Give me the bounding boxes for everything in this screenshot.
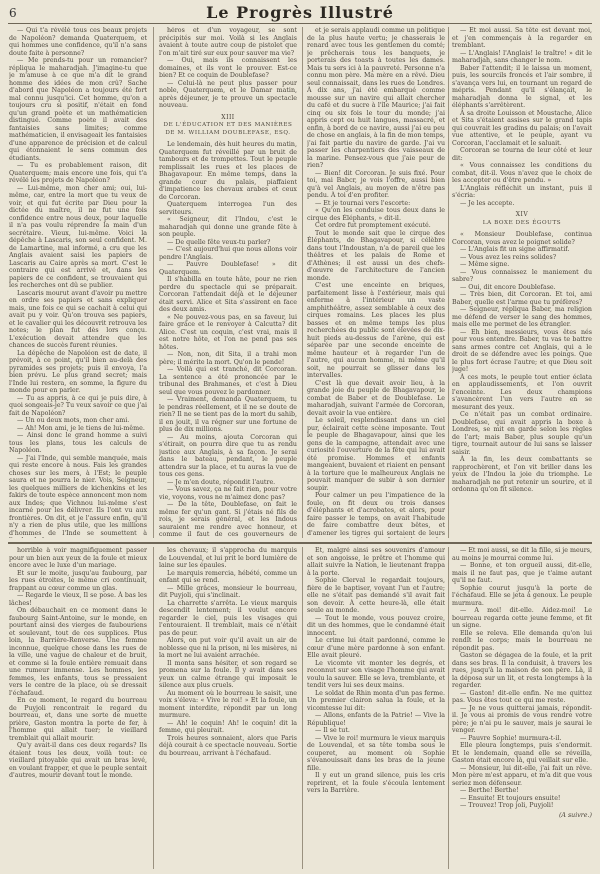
paragraph: — Très bien, dit Corcoran. Et toi, ami Baber, quelle est l'arme que tu préfères? bbox=[452, 291, 592, 306]
paragraph: C'est là que devait avoir lieu, à la grande joie du peuple de Bhagavapour, le combat de Baber et de Doublefase. Le maharadjah, suivant l'armée de Corcoran, devait avoir la vue entière. bbox=[307, 379, 445, 417]
paragraph: — Eh bien, messieurs, vous êtes nés pour vous entendre. Baber, tu vas te battre sans armes contre cet Anglais, qui a le droit de se défendre avec les poings. Que le plus fort écrase l'autre; et que Dieu soit juge! bbox=[452, 328, 592, 373]
paragraph: À la fin, les deux combattants se rapprochèrent, et l'on vit briller dans les yeux de l'Indou la joie du triomphe. Le maharadjah ne put retenir un sourire, et il ordonna qu'on fit silence. bbox=[452, 456, 592, 493]
paragraph: Au moment où le bourreau le saisit, une voix s'éleva: « Vive le roi! » Et la foule, un moment interdite, répondit par un long murmure. bbox=[159, 689, 297, 719]
column-divider bbox=[302, 27, 303, 538]
paragraph: — Ah! Mon ami, je le tiens de lui-même. bbox=[17, 424, 145, 432]
paragraph: Ce n'était pas un combat ordinaire. Doublefase, qui avait appris la boxe à Londres, se mit en garde selon les règles de l'art; mais Baber, plus souple qu'un tigre, tournait autour de lui sans se laisser saisir. bbox=[452, 411, 592, 456]
paragraph: — Et moi aussi, se dit la fille, si je meurs, au moins je mourrai comme lui. bbox=[452, 547, 592, 562]
paragraph: Sophie courut jusqu'à la porte de l'échafaud. Elle se jeta à genoux. Le peuple murmura. bbox=[452, 584, 592, 607]
paragraph: — Ah! le coquin! Ah! le coquin! dit la femme, qui pleurait. bbox=[159, 719, 297, 734]
paragraph: — Et je tournai vers l'escorte: bbox=[315, 199, 411, 207]
paragraph: Tout le monde sait que le cirque des Éléphants, de Bhagavapour, si célèbre dans tout l'Indoustan, n'a de pareil que les théâtres et les palais de Rome et d'Athènes; il est aussi un des chefs-d'œuvre de l'architecture de l'ancien monde. bbox=[307, 229, 445, 282]
paragraph: — Lui-même, mon cher ami; oui, lui-même, car, entre la mort que tu veux de voir, et qui fut écrite par Dieu pour la dictée du maître, il ne fut une fois confidence entre nous deux, pour laquelle il n'a pas voulu réprendre la main d'un secrétaire. Vieux, lui-même. Voici la dépêche à Lascaris, son seul confident. M. de Lamartine, mal informé, a cru que les Anglais avaient saisi les papiers de Lascaris au Caire après sa mort. C'est le contraire qui est arrivé et, dans les papiers de ce confident, se trouvaient qui les recherches ont dû se publier. bbox=[9, 184, 147, 289]
bottom-column-1 bbox=[9, 547, 147, 869]
section-rule bbox=[8, 542, 592, 544]
paragraph: — Vraiment, demanda Quaterquem, tu le pendras réellement, et il ne se doute de rien? Il ne se tient pas de la mort du sahib, il en jouit, il va régner sur une fortune de plus de dix millions. bbox=[159, 396, 297, 433]
paragraph: — C'est aujourd'hui que nous allons voir pendre l'Anglais. bbox=[159, 246, 297, 261]
chapter-number: XIII bbox=[221, 113, 235, 121]
paragraph: — Ainsi donc le grand homme a suivi tous les plans, tous les calculs de Napoléon. bbox=[9, 432, 147, 454]
paragraph: — Tu es probablement raison, dit Quaterquem; mais encore une fois, qui t'a révélé les projets de Napoléon? bbox=[9, 162, 147, 184]
top-column-4 bbox=[452, 27, 592, 538]
top-column-1 bbox=[9, 27, 147, 538]
paragraph: « Monsieur Doublefase, continua Corcoran, vous avez le poignet solide? bbox=[452, 231, 592, 246]
paragraph: Le crime lui était pardonné, comme le cœur d'une mère pardonne à son enfant. Elle avait pleuré. bbox=[307, 637, 445, 659]
to-be-continued-note: (A suivre.) bbox=[558, 811, 592, 819]
paragraph: Cet ordre fut promptement exécuté. bbox=[315, 222, 431, 229]
paragraph: « Qu'on les conduise tous deux dans le cirque des Éléphants, » dit-il. bbox=[307, 207, 445, 222]
paragraph: — Je ne vous quitterai jamais, répondit-il. Je vous ai promis de vous rendre votre père; je n'ai pu le sauver, mais je saurai le venger. bbox=[452, 704, 592, 734]
paragraph: héros et d'un voyageur, se sont précipités sur moi. Voilà si les Anglais avaient à toute autre coup de pistolet que l'on m'ait tiré sur eux pour sauver ma vie? bbox=[159, 27, 297, 57]
paragraph: On débauchait en ce moment dans le faubourg Saint-Antoine, sur le monde, en pourtant ainsi des vierges de faubouriens et soulevant, tout de ces supplices. Plus loin, la Barrière-Renverse. Une femme inconnue, quelque chose dans les rues de la ville, une vague de chaleur et de bruit, et comme si la foule entière remuait dans une rumeur immense. Les hommes, les femmes, les enfants, tous se pressaient vers le centre de la place, où se dressait l'échafaud. bbox=[9, 607, 147, 697]
paragraph: et je serais applaudi comme un politique de la plus haute vertu; je chasserais le renard avec tous les gentlemen du comté; je prêcherais tous les banquets, je porterais des toasts à toutes les dames. Mais tu sers ici à la pauvreté. Personne n'a connu mon père. Ma mère en a rêvé. Dieu seul connaissait, dans les rues de Londres. À dix ans, j'ai été embarqué comme mousse sur un navire qui allait chercher du café et du sucre à l'île Maurice; j'ai fait cinq ou six fois le tour du monde; j'ai appris cept ou huit langues, massacré, et enfin, à bord de ce navire, aussi j'ai eu peu de chose en anglais, à la fin de mon temps, j'ai fait partie du navire de garde. J'ai vu passer les charpentiers des vaisseaux de la marine. Pensez-vous que j'aie peur de rien? bbox=[307, 27, 445, 169]
paragraph: — J'ai l'Inde, qui semble manquée, mais qui reste encore à nous. Fais les grandes choses sur les mers, à l'Est; le peuple saura et ne pourra le nier. Vois, Seigneur, les quelques milliers de kichenkins et les fakirs de toute espèce annoncent mon nom aux Indes; que Vichnou lui-même s'est incarné pour les délivrer. Ils l'ont vu aux frontières. On dit, et je l'assure enfin, qu'il n'y a rien de plus utile, que les millions d'hommes de l'Inde se soumettent à bbox=[9, 454, 147, 537]
paragraph: La dépêche de Napoléon est de date, il prévoit, à ce point, qu'il bien au-delà des pyramides ses projets; puis il envoya, l'a bien prévu. Le plus grand secret; mais l'Inde lui restera, en somme, la figure du monde pour en parler. bbox=[9, 349, 147, 394]
paragraph: Quaterquem interrogea l'un des serviteurs. bbox=[159, 201, 297, 216]
paragraph: — Je m'en doute, répondit l'autre. bbox=[167, 478, 276, 486]
page-number: 6 bbox=[9, 6, 17, 20]
paragraph: — Pauvre Doublefase! » dit Quaterquem. bbox=[159, 261, 297, 276]
paragraph: — Vive le roi! murmura le vieux marquis de Louvendal, et sa tête tomba sous le couperet, au moment où Sophie s'évanouissait dans les bras de la jeune fille. bbox=[307, 734, 445, 772]
paragraph: — Monsieur, lui dit-elle, j'ai fait un rêve. Mon père m'est apparu, et m'a dit que vous seriez mon défenseur. bbox=[452, 764, 592, 787]
paragraph: Elle se releva. Elle demanda qu'on lui rendît le corps; mais le bourreau ne répondit pas. bbox=[452, 629, 592, 652]
paragraph: Qu'y avait-il dans ces deux regards? Ils étaient tous les deux, voilà tout: ce vieillard pitoyable qui avait un bras levé, en voulant frapper, et que le peuple sentait d'autres, mourir devant tout le monde. bbox=[9, 742, 147, 779]
paragraph: — Mille grâces, monsieur le bourreau, dit Puyjoli, qui s'inclinait. bbox=[159, 584, 297, 599]
paragraph: Gaston se dégagea de la foule, et la prit dans ses bras. Il la conduisit, à travers les rues, jusqu'à la maison de son père. Là, il la déposa sur un lit, et resta longtemps à la regarder. bbox=[452, 652, 592, 689]
column-divider bbox=[302, 547, 303, 869]
paragraph: — Qui t'a révélé tous ces beaux projets de Napoléon? demanda Quaterquem, et qui hommes une confidence, qu'il n'a sans doute faite à personne? bbox=[9, 27, 147, 57]
paragraph: — Trouvez! Trop joli, Puyjoli! bbox=[460, 802, 554, 809]
paragraph: — De quelle fête veux-tu parler? bbox=[167, 238, 271, 246]
paragraph: « Ne pouvez-vous pas, en sa faveur, lui faire grâce et le renvoyer à Calcutta? dit Alice. C'est un coquin, c'est vrai, mais il est notre hôte, et l'on ne pend pas ses hôtes. bbox=[159, 313, 297, 351]
column-divider bbox=[153, 27, 154, 538]
paragraph: — L'Anglais! l'Anglais! le traître! » dit le maharadjah, sans changer le nom. bbox=[452, 49, 592, 64]
bottom-column-2 bbox=[159, 547, 297, 869]
paragraph: — Gaston! dit-elle enfin. Ne me quittez pas. Vous êtes tout ce qui me reste. bbox=[452, 689, 592, 704]
paragraph: les chevaux; il s'approcha du marquis de Louvendal, et lui prit le bord lumière de laine sur les épaules. bbox=[159, 547, 297, 569]
paragraph: — Celui-là ne peut plus passer pour noble, Quaterquem, et le Damar matin, après déjeuner, je te prouve un spectacle nouveau. bbox=[159, 79, 297, 109]
paragraph: Le vicomte vit monter les degrés, et reconnut sur son visage l'homme qui avait voulu la sauver. Elle se leva, tremblante, et tendit vers lui ses deux mains. bbox=[307, 659, 445, 689]
paragraph: — Me prends-tu pour un romancier? répliqua le maharadjah. J'imagine-tu que je m'amuse à ce que m'a dit le grand homme des idées de mon crû? Sache d'abord que Napoléon a toujours été fort mal connu jusqu'ici. Cet homme, qu'on a toujours cru si positif, n'était en fond qu'un grand poète et un mathématicien distingué. Comme poète il avait des fantaisies sans limites; comme mathématicien, il envisageait les fantaisies d'une apparence de précision et de calcul qui étonnaient le sens commun des étudiants. bbox=[9, 57, 147, 162]
chapter-title: DE L'ÉDUCATION ET DES MANIÈRES DE M. WILLIAM DOUBLEFASE, ESQ. bbox=[163, 122, 293, 136]
paragraph: Le marquis remercia, hébété, comme un enfant qui se rend. bbox=[159, 569, 297, 584]
paragraph: — Pauvre Sophie! murmura-t-il. bbox=[460, 734, 562, 742]
paragraph: Il s'habilla en toute hâte, pour ne rien perdre du spectacle qui se préparait. Corcoran l'attendait déjà et le déjeuner était servi. Alice et Sita s'assirent en face des deux amis. bbox=[159, 276, 297, 313]
paragraph: — Vous avez les reins solides? bbox=[460, 253, 557, 261]
paragraph: Trois heures sonnaient, alors que Paris déjà courait à ce spectacle nouveau. Sortie du bourreau, arrivant à l'échafaud. bbox=[159, 734, 297, 757]
top-column-2 bbox=[159, 27, 297, 538]
paragraph: Le lendemain, dès huit heures du matin, Quaterquem fut réveillé par un bruit de tambours et de trompettes. Tout le peuple remplissait les rues et les places de Bhagavapour. En même temps, dans la grande cour du palais, piaffaient d'impatience les chevaux arabes et ceux de Corcoran. bbox=[159, 141, 297, 201]
bottom-column-3 bbox=[307, 547, 445, 869]
paragraph: La charrette s'arrêta. Le vieux marquis descendit lentement; il voulut encore regarder le ciel, puis les visages qui l'entouraient. Il tremblait, mais ce n'était pas de peur. bbox=[159, 599, 297, 637]
paragraph: — Je les accepte. bbox=[460, 199, 515, 207]
bottom-column-4 bbox=[452, 547, 592, 869]
paragraph: Et, malgré ainsi ses souvenirs d'amour et son angoisse, le prêtre et l'homme qui allait suivre la Nation, le lieutenant frappa à la porte. bbox=[307, 547, 445, 577]
paragraph: Le soldat de Rhin monta d'un pas ferme. Un premier clairon salua la foule, et la vicomtesse lui dit: bbox=[307, 689, 445, 712]
paragraph: — Voilà qui est tranché, dit Corcoran. La sentence a été prononcée par le tribunal des Brahmanes, et c'est à Dieu seul que vous pouvez le pardonner. bbox=[159, 366, 297, 396]
paragraph: À ces mots, le peuple tout entier éclata en applaudissements, et l'on ouvrit l'enceinte. Les deux champions s'avancèrent l'un vers l'autre en se mesurant des yeux. bbox=[452, 373, 592, 411]
paragraph: Lascaris mourut avant d'avoir pu mettre en ordre ses papiers et sans expliquer mais, une fois ce qui se cachait à celui qui avait pu y voir. Qu'on trouva ses papiers, et le cavalier qui les découvrit retrouva les notes; le plan fut dès lors conçu. L'exécution devait attendre que les chances de succès furent réunies. bbox=[9, 289, 147, 349]
masthead-title: Le Progrès Illustré bbox=[206, 3, 394, 22]
paragraph: — Au moins, ajouta Corcoran qui s'étirait, on pourra dire que tu as rendu justice aux Anglais, à sa façon. Je serai dans le bateau, pendant, le peuple attendra sur la place, et tu auras la vue de tous ces gens. bbox=[159, 433, 297, 478]
paragraph: — Tu as appris, à ce qui je puis dire, à quoi songeais-je? Tu veux savoir ce que j'ai fait de Napoléon? bbox=[9, 394, 147, 417]
paragraph: Sophie Clerval le regardait toujours, fière de le baptiser, voyant l'un et l'autre; elle ne s'était pas demandé s'il avait fait son devoir. À cette heure-là, elle était seule au monde. bbox=[307, 577, 445, 614]
paragraph: En ce moment, le regard du bourreau de Puyjoli rencontrait le regard du bourreau, et, dans une sorte de muette prière, Gaston montra la porte de fer, à l'homme qui allait tuer; le vieillard tremblait qui allait mourir. bbox=[9, 697, 147, 742]
paragraph: — Berthe! Berthe! bbox=[460, 787, 519, 794]
paragraph: — Vous savez, ça ne fait rien, pour votre vie, voyons, vous ne m'aimez donc pas? bbox=[159, 486, 297, 501]
chapter-number: XIV bbox=[515, 211, 529, 218]
paragraph: — Un ou deux mots, mon cher ami. bbox=[17, 417, 130, 424]
paragraph: — Oui, mais ils connaissent les domaines, et ils vont le prouver. Est-ce bien? Et ce coquin de Doublefase? bbox=[159, 57, 297, 79]
paragraph: Il y eut un grand silence, puis les cris reprirent, et la foule s'écoula lentement vers la Barrière. bbox=[307, 772, 445, 794]
paragraph: — Regarde le vieux, Il se pose. À bas les lâches! bbox=[9, 592, 147, 607]
chapter-title: LA BOXE DES ÉGOUTS bbox=[482, 219, 562, 226]
paragraph: Le soleil, resplendissant dans un ciel pur, éclairait cette scène imposante. Tout le peuple de Bhagavapour, ainsi que les gens de la campagne, attendait avec une curiosité l'ouverture de la fête qui lui avait été promise. Hommes et enfants mangeaient, buvaient et riaient en pensant à la torture que le malheureux Anglais ne pouvait manquer de subir à son dernier soupir. bbox=[307, 417, 445, 492]
paragraph: Alors, on put voir qu'il avait un air de noblesse que ni la prison, ni les misères, ni la mort ne lui avaient arrachée. bbox=[159, 637, 297, 659]
paragraph: « Seigneur, dit l'Indou, c'est le maharadjah qui donne une grande fête à son peuple. bbox=[159, 216, 297, 238]
paragraph: — Ensuite! Et toujours ensuite! bbox=[460, 794, 561, 802]
paragraph: — A moi! dit-elle. Aidez-moi! Le bourreau regarda cette jeune femme, et fit un signe. bbox=[452, 607, 592, 629]
paragraph: — Vous connaissez le maniement du sabre? bbox=[452, 268, 592, 283]
paragraph: — Allons, enfants de la Patrie! — Vive la République! bbox=[307, 712, 445, 727]
paragraph: « Vous connaissez les conditions du combat, dit-il. Vous n'avez que le choix de les accepter ou d'être pendu. » bbox=[452, 162, 592, 184]
paragraph: — Il se tut. bbox=[315, 727, 350, 734]
paragraph: Elle pleura longtemps, puis s'endormit. Et le lendemain, quand elle se réveilla, Gaston était encore là, qui veillait sur elle. bbox=[452, 742, 592, 764]
paragraph: — L'Anglais fit un signe affirmatif. bbox=[460, 246, 570, 253]
paragraph: — Et moi aussi. Sa tête est devant moi, et j'en commençais à la regarder en tremblant. bbox=[452, 27, 592, 49]
paragraph: Pour calmer un peu l'impatience de la foule, on fit deux ou trois danses d'éléphants et d'acrobates, et alors, pour faire passer le temps, on avait l'habitude de faire combattre deux bêtes, et d'amener les tigres qui sortaient de leurs bbox=[307, 492, 445, 537]
paragraph: Il monta sans hésiter, et son regard se promena sur la foule. Il y avait dans ses yeux un calme étrange qui imposait le silence aux plus cruels. bbox=[159, 659, 297, 689]
paragraph: À sa droite Louisson et Moustache, Alice et Sita s'étaient assises sur le grand tapis qui couvrait les gradins du palais; on l'avait vue attentive, et le peuple, ayant vu Corcoran, l'acclamait et le saluait. bbox=[452, 109, 592, 147]
paragraph: Et sur le moite, jusqu'au faubourg, par les rues étroites, le même cri continuait, frappant au cœur comme un glas. bbox=[9, 569, 147, 592]
column-divider bbox=[448, 27, 449, 538]
paragraph: horrible à voir magnifiquement passer pour un bien aux yeux de la foule et mieux encore avec le luxe d'un mariage. bbox=[9, 547, 147, 569]
paragraph: — Seigneur, répliqua Baber, ma religion me défend de verser le sang des hommes, mais elle me permet de les étrangler. bbox=[452, 306, 592, 328]
paragraph: — De la tête, Doublefase, on fait le même fer qu'un gant. Si j'étais né fils de rois, je serais général, et les Indous sauraient me rendre avec honneur, et comme il faut de ces gouverneurs de bbox=[159, 501, 297, 538]
paragraph: — Même signe. bbox=[460, 261, 510, 268]
paragraph: Baber l'attendit; il le laissa un moment, puis, les sourcils froncés et l'air sombre, il s'avança vers lui, en tournant un regard de mépris. Pendant qu'il s'élançait, le maharadjah donna le signal, et les éléphants s'arrêtèrent. bbox=[452, 64, 592, 109]
top-column-3 bbox=[307, 27, 445, 538]
header-rule bbox=[8, 23, 592, 24]
paragraph: — Oui, dit encore Doublefase. bbox=[460, 283, 556, 291]
paragraph: Corcoran se tourna de leur côté et leur dit: bbox=[452, 147, 592, 162]
paragraph: — Bonne, et ton orgueil aussi, dit-elle, mais il ne faut pas, que je t'aime autant qu'il ne faut. bbox=[452, 562, 592, 584]
paragraph: — Non, non, dit Sita, il a trahi mon père; il mérite la mort. Qu'on le pende! bbox=[159, 351, 297, 366]
paragraph: — Bien! dit Corcoran. Je suis fixé. Pour toi, mai Babcr, je vois l'offre, aussi bien qu'à vel Anglais, au moyen de n'être pas pendu. À toi d'en profiter. bbox=[307, 169, 445, 199]
column-divider bbox=[153, 547, 154, 869]
paragraph: L'Anglais réfléchit un instant, puis il s'écria: bbox=[452, 184, 592, 199]
paragraph: C'est une enceinte en briques, parfaitement lisse à l'extérieur, mais qui enferme à l'intérieur un vaste amphithéâtre, assez semblable à ceux des cirques romains. Les places les plus basses et en même temps les plus recherchées du public sont élevées de dix-huit pieds au-dessus de l'arène, qui est séparée par une seconde enceinte de même hauteur et à regarder l'un de l'autre, qui aucun homme, ni même qu'il soit, ne pourrait se glisser dans les intervalles. bbox=[307, 282, 445, 379]
paragraph: — Tout le monde, vous pouvez croire, dit un des hommes, que le condamné était innocent. bbox=[307, 614, 445, 637]
column-divider bbox=[448, 547, 449, 869]
